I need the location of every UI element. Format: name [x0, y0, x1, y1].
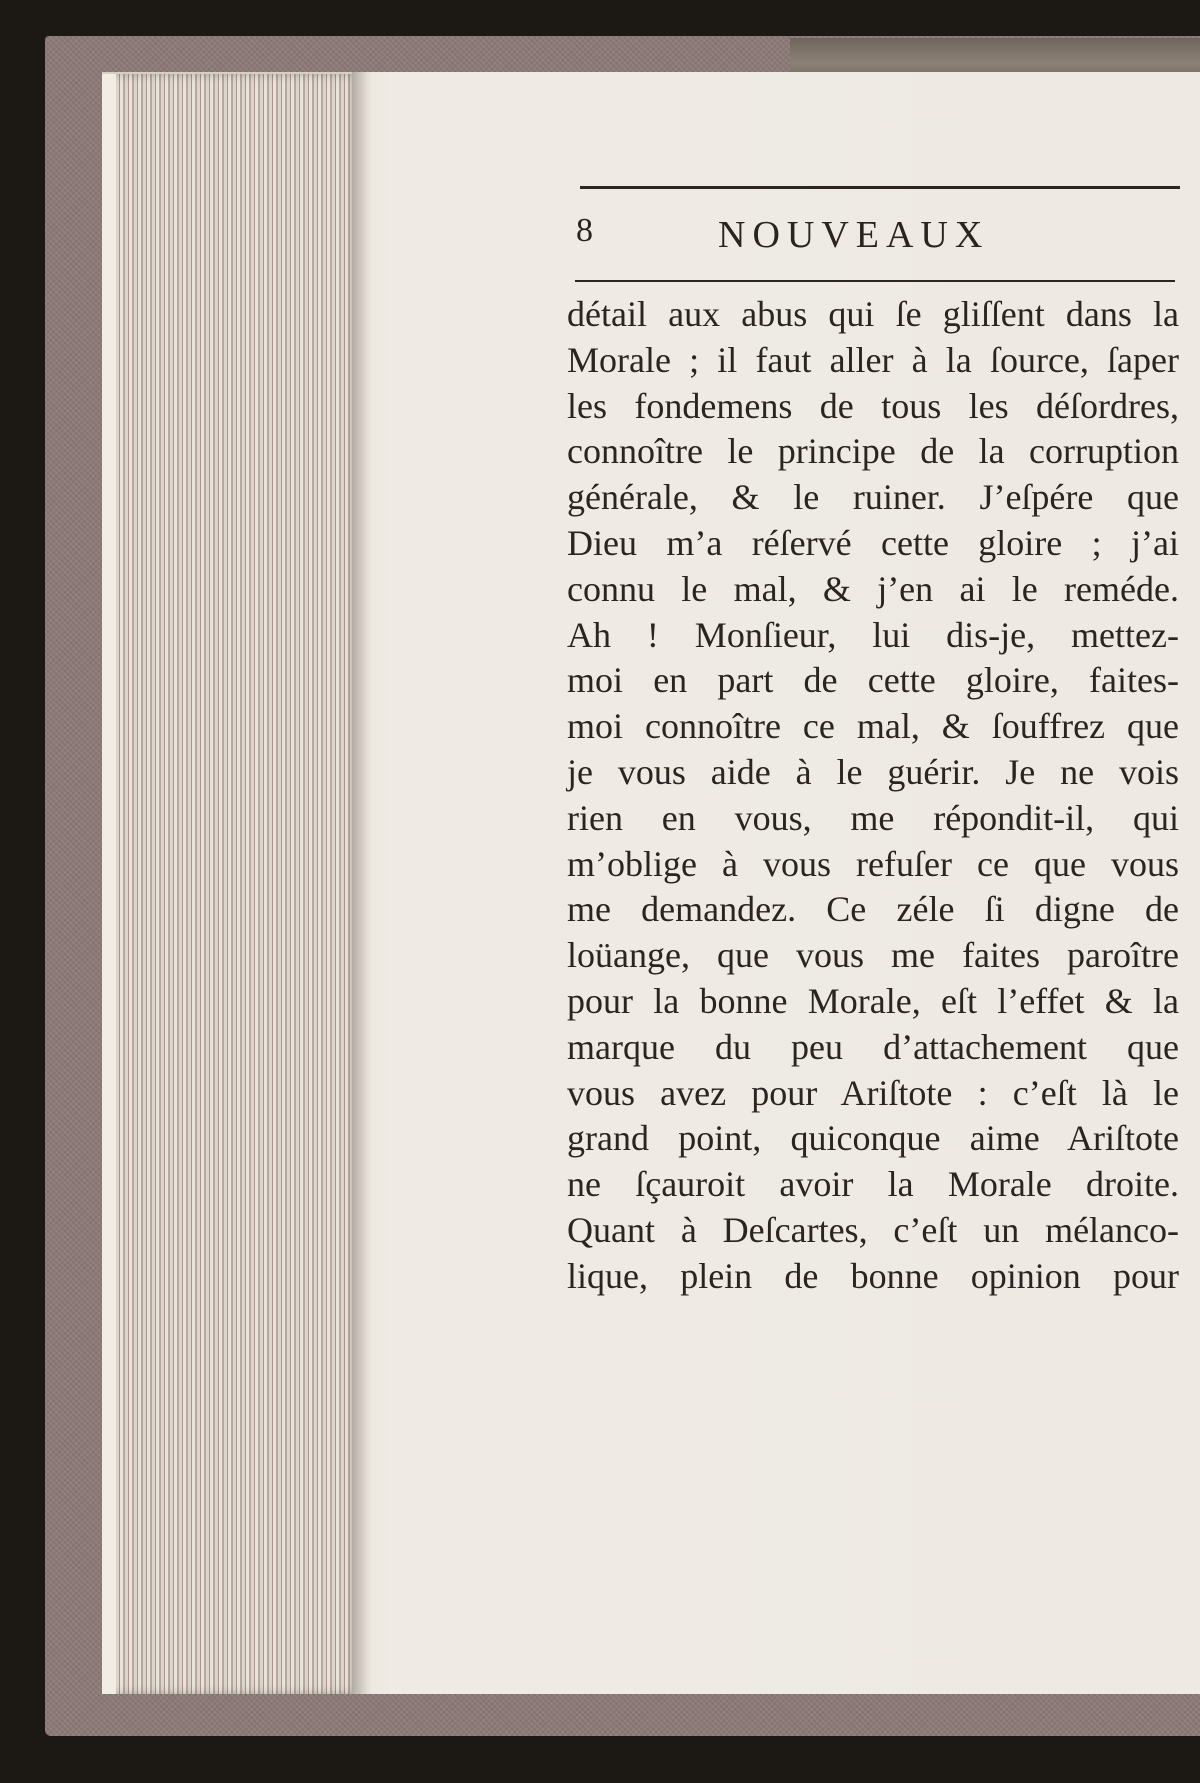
text-line: me demandez. Ce zéle ſi digne de	[567, 889, 1179, 930]
text-line: Morale ; il faut aller à la ſource, ſaper	[567, 339, 1179, 380]
text-line: Dieu m’a réſervé cette gloire ; j’ai	[567, 522, 1179, 563]
text-line: pour la bonne Morale, eſt l’effet & la	[567, 980, 1179, 1021]
text-line: rien en vous, me répondit-il, qui	[567, 797, 1179, 838]
gutter-shadow	[352, 72, 372, 1694]
page-block-edges	[102, 72, 360, 1694]
text-line: détail aux abus qui ſe gliſſent dans la	[567, 294, 1179, 334]
body-text	[567, 292, 1179, 1300]
text-line: ne ſçauroit avoir la Morale droite.	[567, 1164, 1179, 1205]
text-line: Quant à Deſcartes, c’eſt un mélanco-	[567, 1209, 1179, 1250]
header-rule-bottom	[575, 280, 1175, 282]
text-line: connoître le principe de la corruption	[567, 431, 1179, 472]
text-line: connu le mal, & j’en ai le reméde.	[567, 568, 1179, 609]
header-rule-top	[580, 186, 1180, 189]
text-line: m’oblige à vous refuſer ce que vous	[567, 843, 1179, 884]
text-line: Ah ! Monſieur, lui dis-je, mettez-	[567, 614, 1179, 655]
text-line: moi connoître ce mal, & ſouffrez que	[567, 706, 1179, 747]
text-line: grand point, quiconque aime Ariſtote	[567, 1118, 1179, 1159]
running-title: NOUVEAUX	[718, 214, 990, 256]
text-line: les fondemens de tous les déſordres,	[567, 385, 1179, 426]
text-line: moi en part de cette gloire, faites-	[567, 660, 1179, 701]
text-line: vous avez pour Ariſtote : c’eſt là le	[567, 1072, 1179, 1113]
text-line: générale, & le ruiner. J’eſpére que	[567, 477, 1179, 518]
text-line: loüange, que vous me faites paroître	[567, 935, 1179, 976]
text-line: je vous aide à le guérir. Je ne vois	[567, 751, 1179, 792]
text-line: lique, plein de bonne opinion pour	[567, 1255, 1179, 1296]
page-number: 8	[576, 212, 593, 249]
text-line: marque du peu d’attachement que	[567, 1026, 1179, 1067]
